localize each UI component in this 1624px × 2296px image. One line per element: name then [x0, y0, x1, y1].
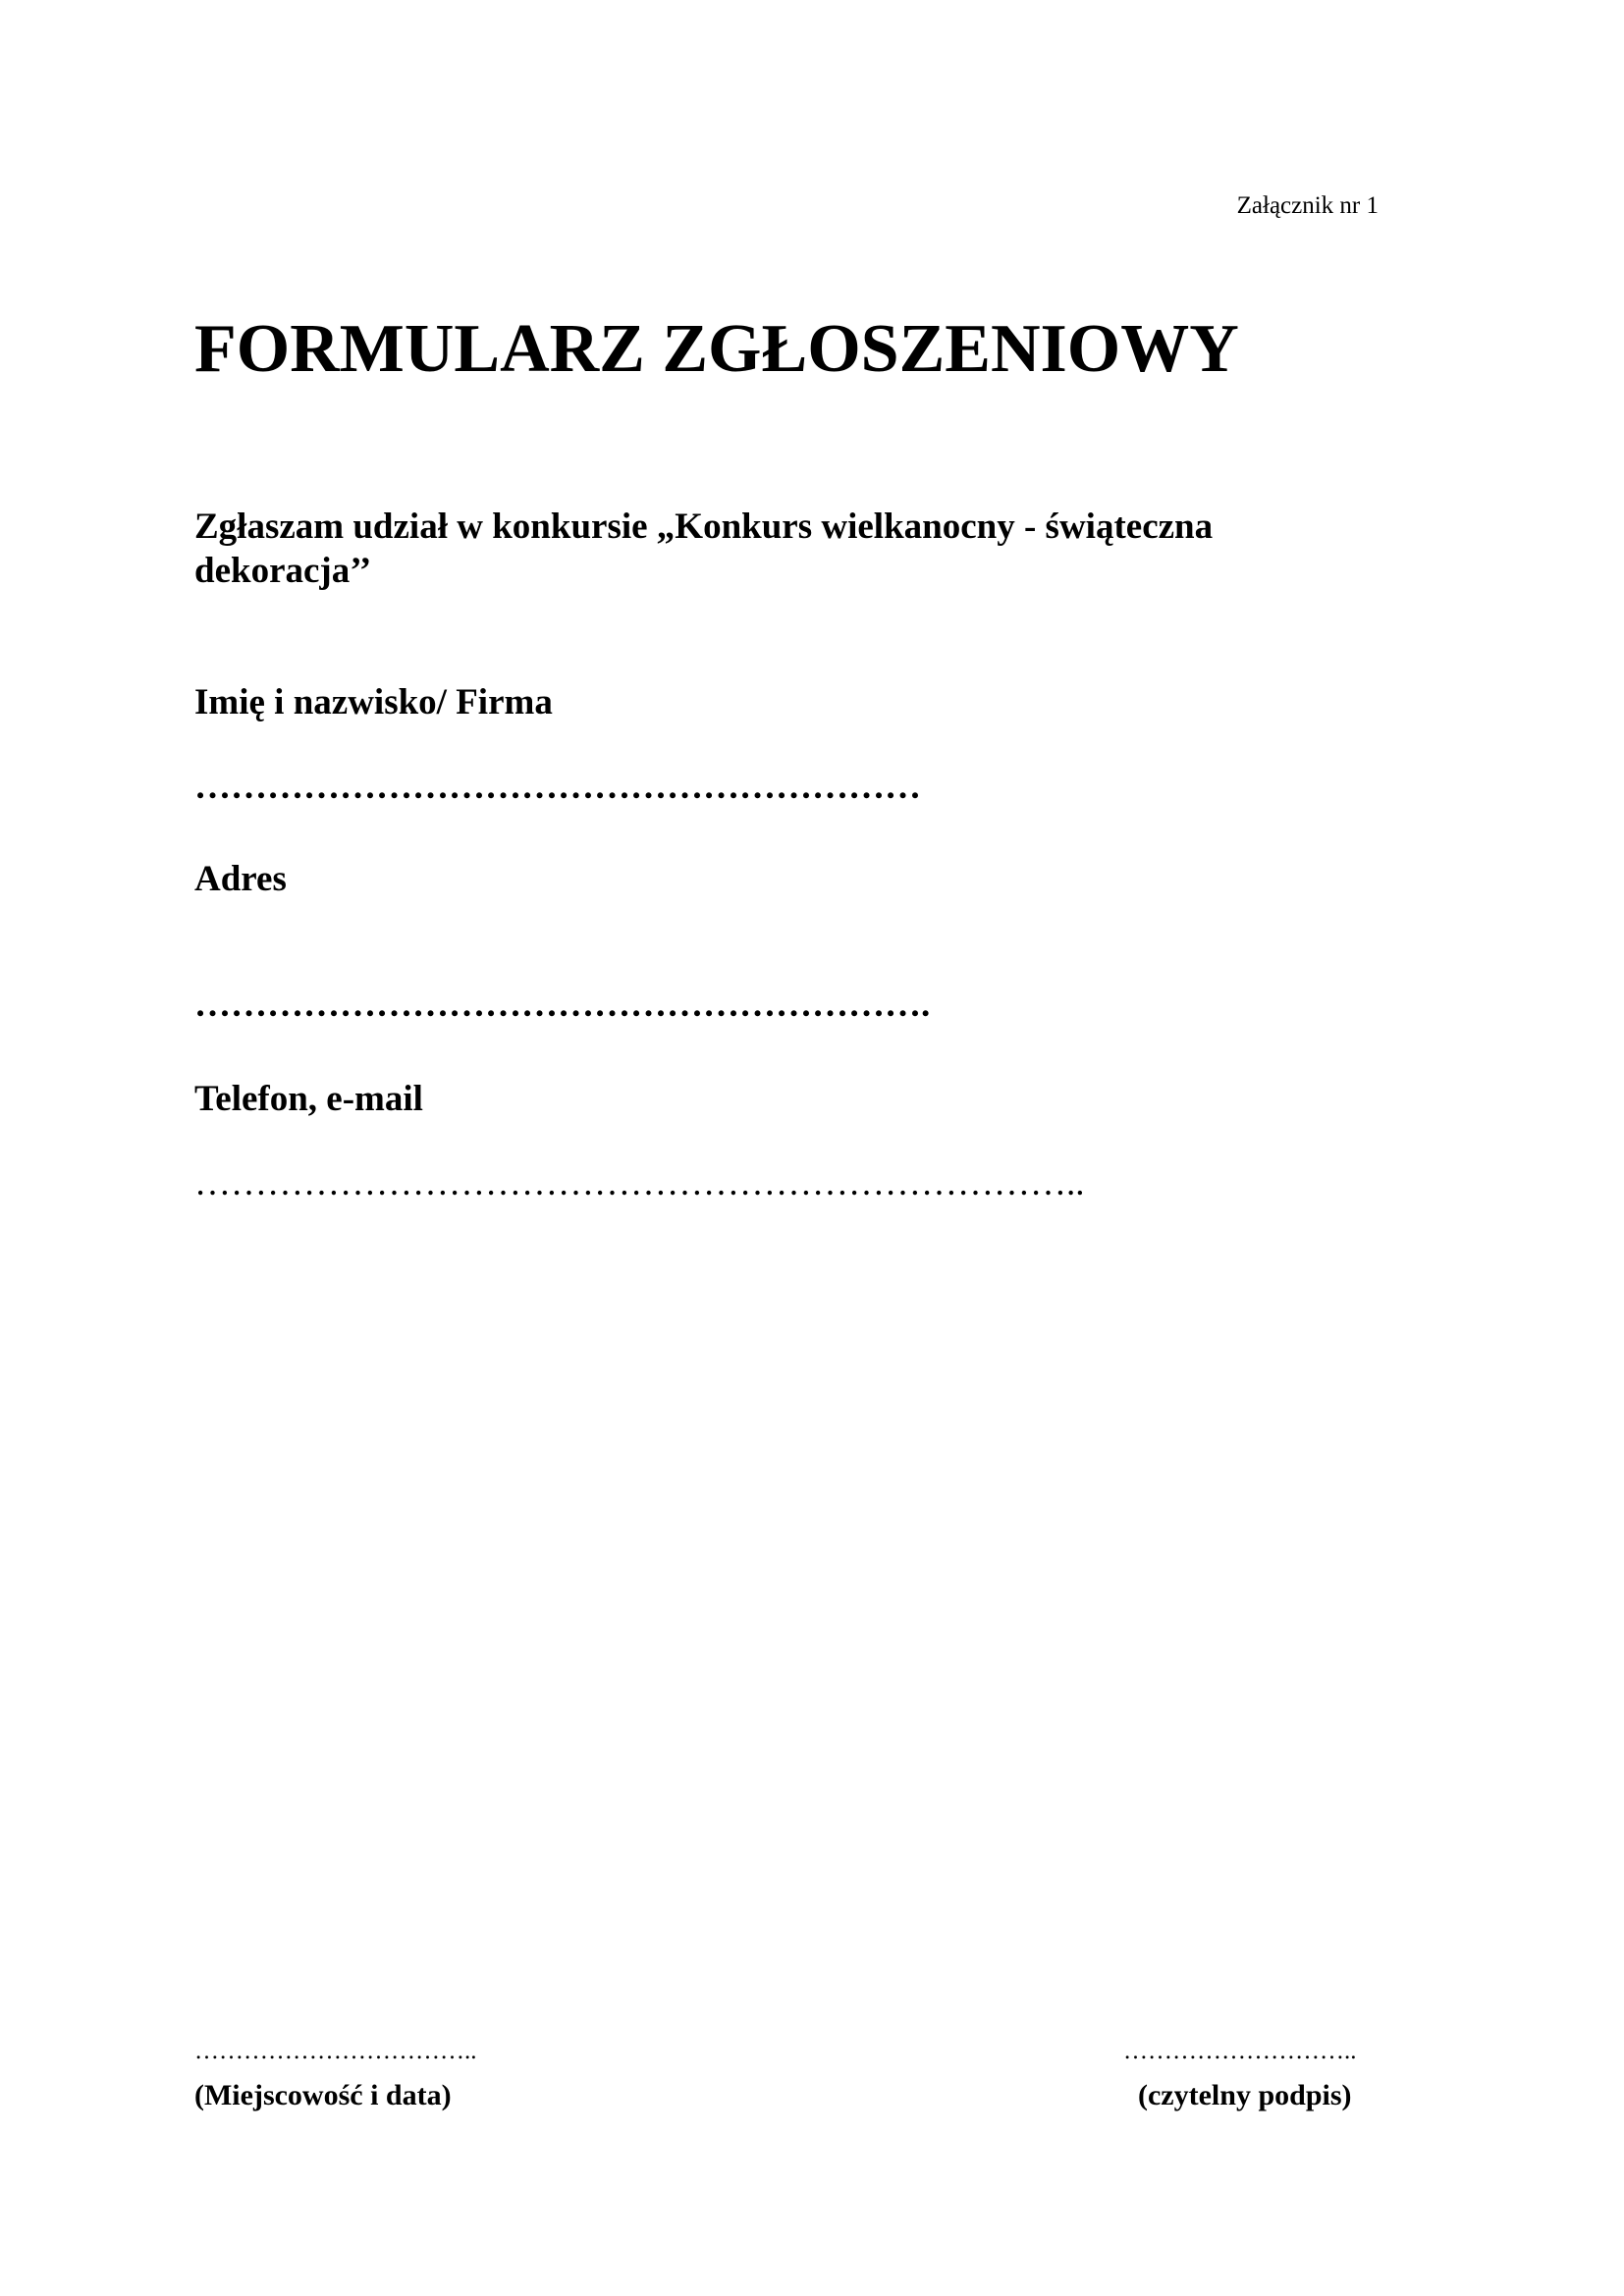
place-date-fill-line: ……………………………..: [194, 2038, 477, 2064]
signature-fill-line: ………………………..: [1123, 2038, 1357, 2064]
participation-statement: Zgłaszam udział w konkursie „Konkurs wielkanocny - świąteczna dekoracja’’: [194, 507, 1214, 591]
contact-fill-line: ………………………………………………………………..: [194, 1163, 1085, 1203]
signature-caption: (czytelny podpis): [1138, 2079, 1352, 2111]
contact-field-label: Telefon, e-mail: [194, 1079, 423, 1119]
name-fill-line: ……………………………………………………: [194, 767, 921, 807]
address-fill-line: …………………………………………………….: [194, 985, 931, 1025]
address-field-label: Adres: [194, 859, 287, 899]
attachment-label: Załącznik nr 1: [1236, 192, 1379, 219]
form-title: FORMULARZ ZGŁOSZENIOWY: [194, 311, 1239, 387]
name-field-label: Imię i nazwisko/ Firma: [194, 682, 553, 722]
place-date-caption: (Miejscowość i data): [194, 2079, 452, 2111]
